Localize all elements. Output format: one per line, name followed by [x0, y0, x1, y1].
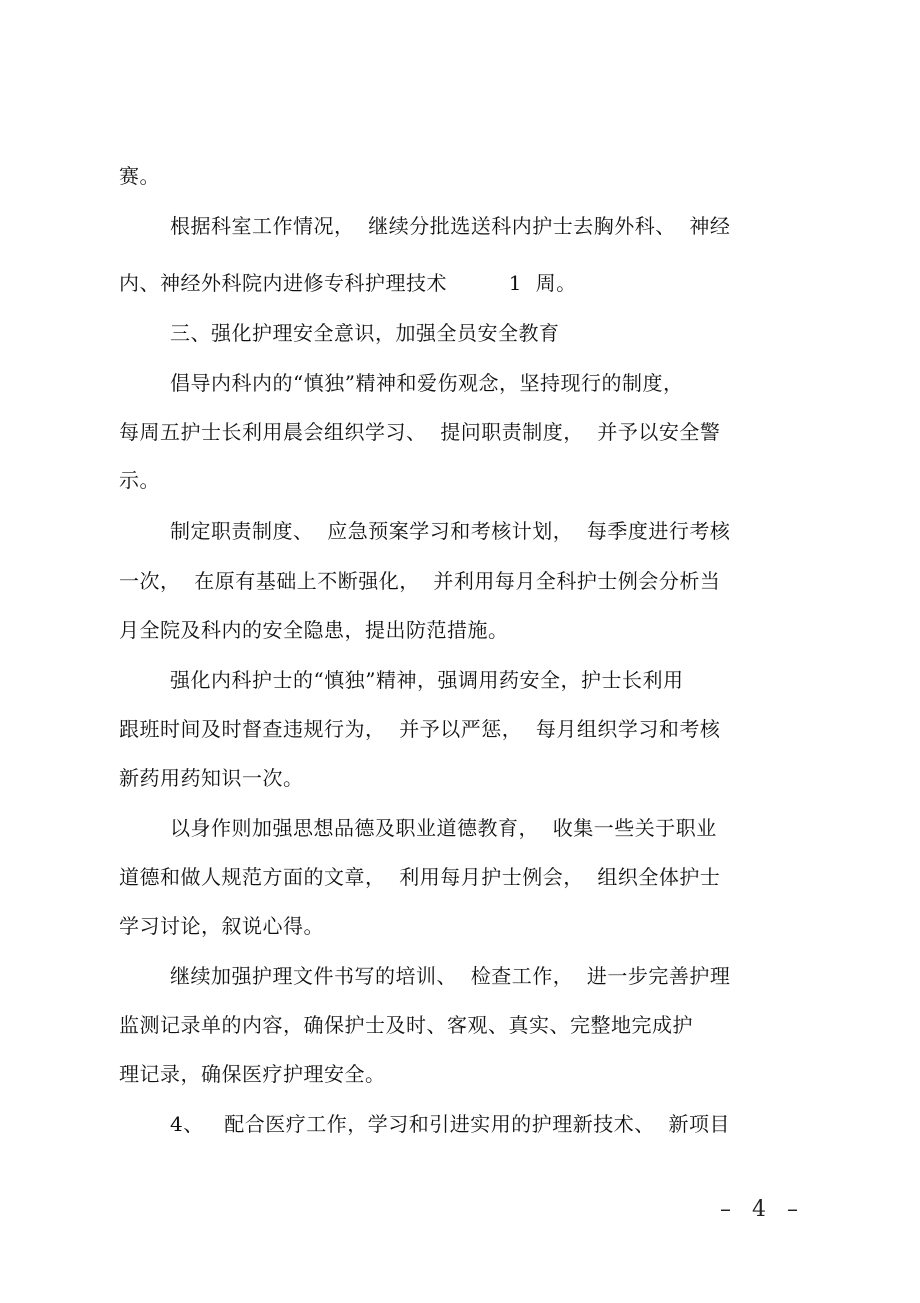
text-line: 学习讨论，叙说心得。: [119, 914, 324, 938]
text-line: 继续加强护理文件书写的培训、 检查工作， 进一步完善护理: [170, 964, 731, 988]
text-line: 倡导内科内的“慎独”精神和爱伤观念，坚持现行的制度，: [170, 371, 684, 395]
text-line: 理记录，确保医疗护理安全。: [119, 1062, 386, 1086]
text-line: 制定职责制度、 应急预案学习和考核计划， 每季度进行考核: [170, 519, 731, 543]
text-line: 根据科室工作情况， 继续分批选送科内护士去胸外科、 神经: [170, 214, 731, 238]
text-line: 新药用药知识一次。: [119, 766, 304, 790]
text-line: 示。: [119, 468, 160, 492]
text-line: 月全院及科内的安全隐患，提出防范措施。: [119, 618, 509, 642]
section-heading: 三、强化护理安全意识，加强全员安全教育: [170, 321, 560, 345]
text-line: 赛。: [119, 164, 160, 188]
text-line: 道德和做人规范方面的文章， 利用每月护士例会， 组织全体护士: [119, 865, 721, 889]
text-line: 4、 配合医疗工作，学习和引进实用的护理新技术、 新项目: [170, 1112, 731, 1136]
text-line: 强化内科护士的“慎独”精神，强调用药安全，护士长利用: [170, 668, 684, 692]
text-line: 以身作则加强思想品德及职业道德教育， 收集一些关于职业: [170, 816, 717, 840]
text-line: 每周五护士长利用晨会组织学习、 提问职责制度， 并予以安全警: [119, 420, 721, 444]
page-number: – 4 –: [720, 1197, 798, 1222]
text-line: 内、神经外科院内进修专科护理技术 1 周。: [119, 271, 577, 295]
text-line: 跟班时间及时督查违规行为， 并予以严惩， 每月组织学习和考核: [119, 717, 721, 741]
text-line: 一次， 在原有基础上不断强化， 并利用每月全科护士例会分析当: [119, 569, 721, 593]
text-line: 监测记录单的内容，确保护士及时、客观、真实、完整地完成护: [119, 1013, 693, 1037]
